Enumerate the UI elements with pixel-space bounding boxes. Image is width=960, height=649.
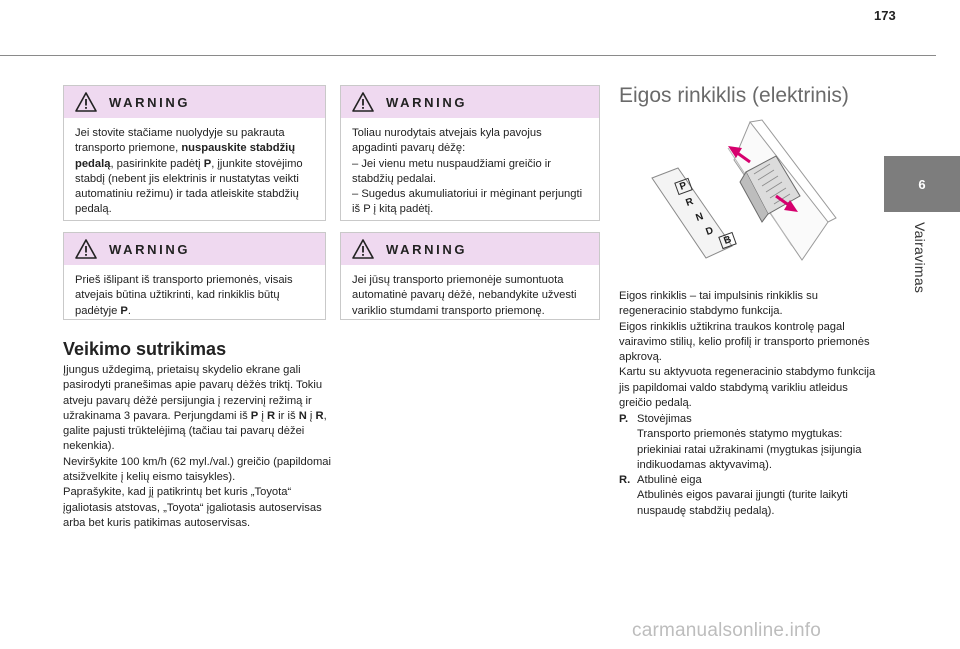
definition-desc: Transporto priemonės statymo mygtukas: priekiniai ratai užrakinami (mygtukas įsijungia indikuodamas aktyvavimą). <box>637 428 862 471</box>
warning-triangle-icon <box>75 92 97 112</box>
warning-text-segment: Prieš išlipant iš transporto priemonės, visais atvejais būtina užtikrinti, kad rinkiklis būtų padėtyje <box>75 274 293 317</box>
gear-letter-d: D <box>704 225 715 238</box>
chapter-tab[interactable]: 6 <box>884 156 960 212</box>
warning-text-segment: , įjunkite stovėjimo stabdį (nebent jis elektrinis ir nustatytas veikti automatiniu režimu) ir tada atleiskite stabdžių pedalą. <box>75 157 303 216</box>
definition-desc: Atbulinės eigos pavarai įjungti (turite laikyti nuspaudę stabdžių pedalą). <box>637 489 848 517</box>
definition-value <box>637 412 883 473</box>
chapter-label: Vairavimas <box>912 222 928 294</box>
warning-text-segment: P <box>120 304 128 317</box>
gear-letter-b: B <box>718 232 737 249</box>
warning-header <box>64 233 325 265</box>
warning-line: Toliau nurodytais atvejais kyla pavojus apgadinti pavarų dėžę: <box>352 127 542 155</box>
warning-text <box>341 118 599 218</box>
malfunction-text <box>63 363 331 531</box>
selector-section-title: Eigos rinkiklis (elektrinis) <box>619 84 849 107</box>
malfunction-text-segment: P <box>250 409 259 422</box>
gear-selector-illustration <box>650 118 840 264</box>
warning-header <box>64 86 325 118</box>
warning-text <box>64 265 325 319</box>
selector-definitions <box>619 412 883 519</box>
malfunction-text-segment: R <box>315 409 324 422</box>
page-number: 173 <box>874 8 896 23</box>
warning-line: Jei jūsų transporto priemonėje sumontuota automatinė pavarų dėžė, nebandykite užvesti variklio stumdami transporto priemonę. <box>352 274 577 317</box>
warning-box-push-start <box>340 232 600 320</box>
malfunction-text-segment: Paprašykite, kad jį patikrintų bet kuris „Toyota“ įgaliotasis atstovas, „Toyota“ įgaliotasis autoservisas arba bet kuris patikimas autoservisas. <box>63 486 322 529</box>
warning-box-leaving-vehicle <box>63 232 326 320</box>
malfunction-text-segment: į <box>306 409 316 422</box>
warning-box-gearbox-damage <box>340 85 600 221</box>
warning-text-segment: Jei stovite stačiame nuolydyje su pakrauta transporto priemone, <box>75 127 285 155</box>
warning-text-segment: nuspauskite stabdžių pedalą <box>75 142 296 170</box>
malfunction-text-segment: ir iš <box>275 409 299 422</box>
malfunction-text-segment: Įjungus uždegimą, prietaisų skydelio ekrane gali pasirodyti pranešimas apie pavarų dėžės triktį. Tokiu atveju pavarų dėžė persijungia į rezervinį režimą ir užrakinama 3 pavara. Perjungdami iš <box>63 364 323 422</box>
warning-title: WARNING <box>386 94 468 110</box>
gear-letter-n: N <box>694 211 705 224</box>
watermark: carmanualsonline.info <box>632 620 822 641</box>
definition-park <box>619 412 883 473</box>
selector-intro-text: Eigos rinkiklis – tai impulsinis rinkiklis su regeneracinio stabdymo funkcija. Eigos rinkiklis užtikrina traukos kontrolę pagal vairavimo stilių, kelio profilį ir transporto priemonės apkrovą. Kartu su aktyvuota regeneracinio stabdymo funkcija jis papildomai valdo stabdymą varikliu atleidus greičio pedalą. <box>619 290 876 410</box>
warning-triangle-icon <box>352 239 374 259</box>
definition-key: P. <box>619 413 629 425</box>
warning-title: WARNING <box>109 241 191 257</box>
malfunction-heading: Veikimo sutrikimas <box>63 339 227 359</box>
warning-box-parking-slope <box>63 85 326 221</box>
warning-text-segment: P <box>203 157 212 170</box>
warning-title: WARNING <box>109 94 191 110</box>
malfunction-text-segment: Neviršykite 100 km/h (62 myl./val.) greičio (papildomai atsižvelkite į kelių eismo taisykles). <box>63 455 331 484</box>
definition-key: R. <box>619 474 631 487</box>
definition-value <box>637 473 883 519</box>
warning-triangle-icon <box>352 92 374 112</box>
definition-name: Stovėjimas <box>637 413 692 425</box>
warning-triangle-icon <box>75 239 97 259</box>
definition-reverse <box>619 473 883 519</box>
definition-name: Atbulinė eiga <box>637 474 702 487</box>
warning-text-segment: . <box>127 304 131 317</box>
malfunction-text-segment: , galite pajusti trūktelėjimą (tačiau tai pavarų dėžei nekenkia). <box>63 409 327 453</box>
warning-header <box>341 86 599 118</box>
warning-title: WARNING <box>386 241 468 257</box>
malfunction-text-segment: į <box>258 409 267 422</box>
warning-text <box>341 265 599 319</box>
warning-line: – Sugedus akumuliatoriui ir mėginant perjungti iš P į kitą padėtį. <box>352 188 583 216</box>
gear-letter-p: P <box>674 178 692 195</box>
warning-text <box>64 118 325 218</box>
malfunction-text-segment: R <box>266 409 276 422</box>
gear-letter-r: R <box>684 196 695 209</box>
malfunction-text-segment: N <box>298 409 307 422</box>
warning-line: – Jei vienu metu nuspaudžiami greičio ir stabdžių pedalai. <box>352 157 551 185</box>
warning-header <box>341 233 599 265</box>
top-rule <box>0 55 936 56</box>
warning-text-segment: , pasirinkite padėtį <box>110 157 204 170</box>
